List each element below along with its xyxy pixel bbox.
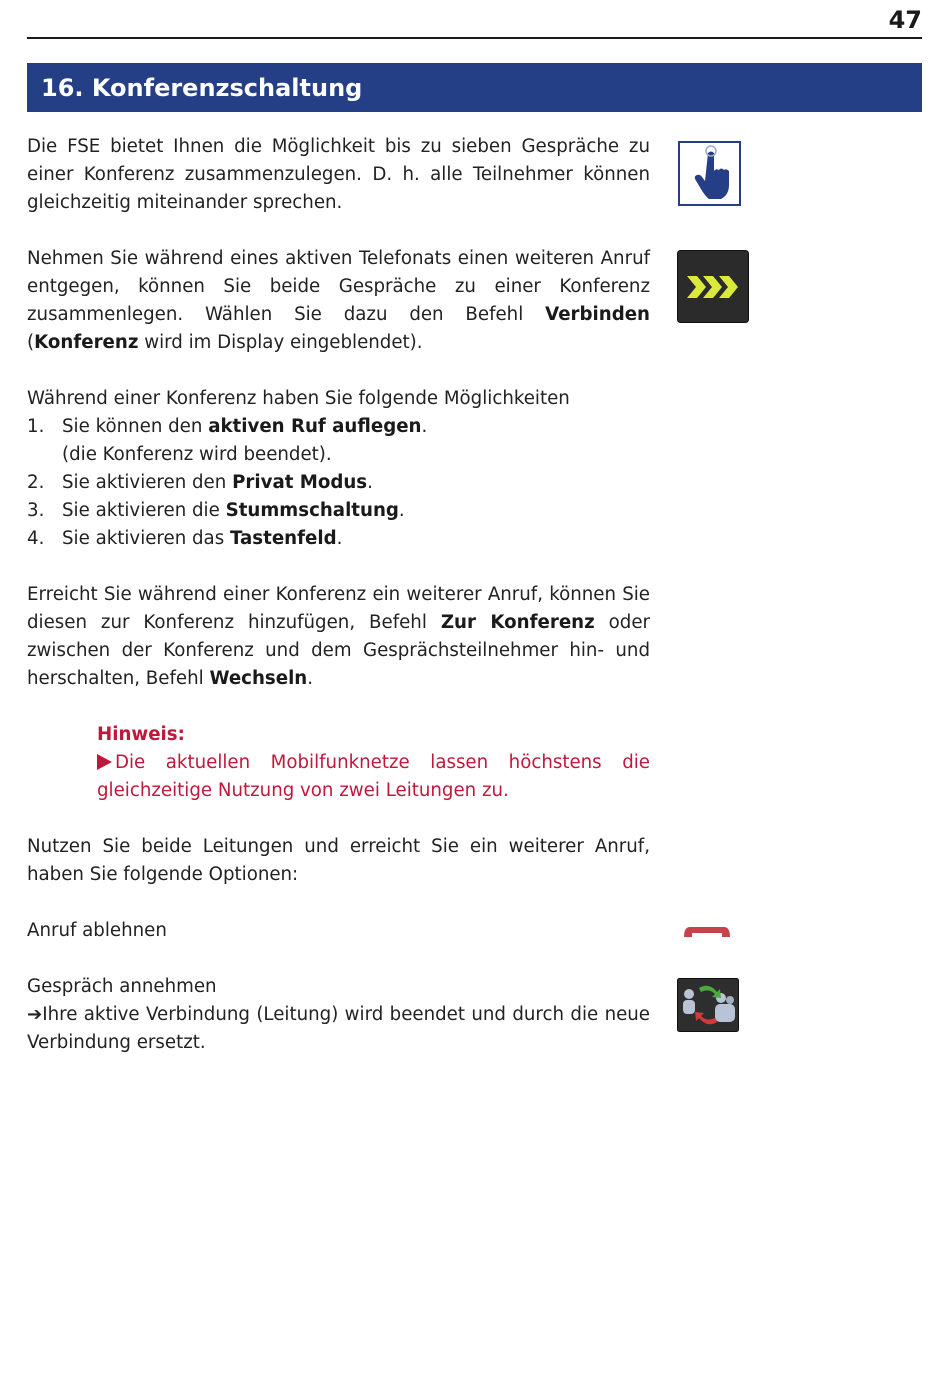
additional-call-paragraph: Erreicht Sie während einer Konferenz ein weiterer Anruf, können Sie diesen zur Konferenz hinzufügen, Befehl Zur Konferenz oder zwischen der Konferenz und dem Gesprächsteilnehmer hin- und herschalten, Befehl Wechseln. [27, 584, 650, 689]
touch-hand-icon [678, 141, 741, 206]
triangle-bullet-icon [97, 754, 112, 770]
options-list [27, 413, 650, 553]
note-heading: Hinweis: [97, 724, 185, 745]
note-box [97, 721, 650, 805]
top-rule [27, 37, 922, 39]
options-intro: Während einer Konferenz haben Sie folgende Möglichkeiten [27, 388, 570, 409]
accept-result: ➔Ihre aktive Verbindung (Leitung) wird beendet und durch die neue Verbindung ersetzt. [27, 1004, 650, 1053]
both-lines-paragraph: Nutzen Sie beide Leitungen und erreicht Sie ein weiterer Anruf, haben Sie folgende Optionen: [27, 836, 650, 885]
chapter-title: 16. Konferenzschaltung [41, 74, 363, 102]
chapter-bar [27, 63, 922, 112]
list-item: 2. Sie aktivieren den Privat Modus. [27, 472, 373, 493]
list-item: 3. Sie aktivieren die Stummschaltung. [27, 500, 405, 521]
list-item: 4. Sie aktivieren das Tastenfeld. [27, 528, 343, 549]
command-verbinden: Verbinden [545, 304, 650, 325]
note-text: Die aktuellen Mobilfunknetze lassen höchstens die gleichzeitige Nutzung von zwei Leitungen zu. [97, 752, 650, 801]
command-zur-konferenz: Zur Konferenz [440, 612, 595, 633]
arrow-right-icon: ➔ [27, 1004, 43, 1025]
list-item: 1. Sie können den aktiven Ruf auflegen. (die Konferenz wird beendet). [27, 416, 428, 465]
hang-up-icon [682, 925, 732, 939]
accept-label: Gespräch annehmen [27, 976, 217, 997]
content [27, 133, 650, 1057]
connect-paragraph: Nehmen Sie während eines aktiven Telefonats einen weiteren Anruf entgegen, können Sie beide Gespräche zu einer Konferenz zusammenlegen. Wählen Sie dazu den Befehl Verbinden (Konferenz wird im Display eingeblendet). [27, 248, 650, 353]
intro-paragraph: Die FSE bietet Ihnen die Möglichkeit bis zu sieben Gespräche zu einer Konferenz zusammenzulegen. D. h. alle Teilnehmer können gleichzeitig miteinander sprechen. [27, 136, 650, 213]
swap-call-icon [677, 978, 739, 1032]
label-konferenz: Konferenz [34, 332, 139, 353]
reject-label: Anruf ablehnen [27, 920, 167, 941]
forward-chevrons-icon [677, 250, 749, 323]
page-number: 47 [888, 6, 922, 34]
command-wechseln: Wechseln [209, 668, 308, 689]
